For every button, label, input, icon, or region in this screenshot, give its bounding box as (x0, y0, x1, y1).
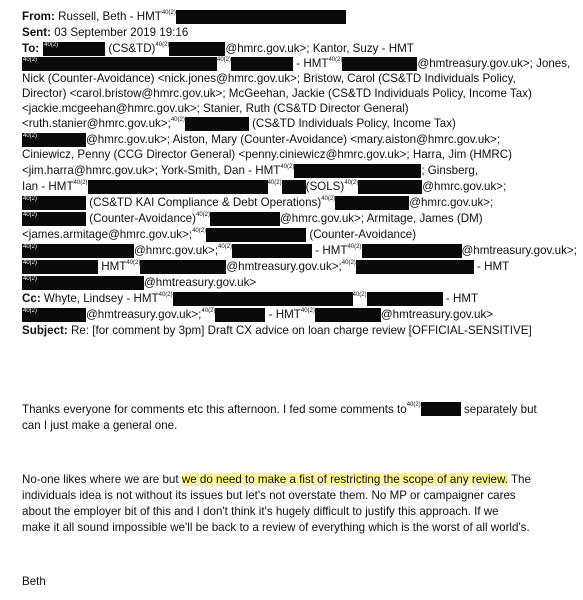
to-line-10: Ian - HMT40(2) 40(2) (SOLS)40(2) @hmrc.gov.uk>; (22, 180, 507, 193)
redaction-block (206, 228, 306, 242)
redaction-block: 40(2) (22, 276, 144, 290)
to-line-14: 40(2) @hmrc.gov.uk>;40(2) - HMT40(2) @hmtreasury.gov.uk>; (23, 244, 577, 257)
redaction-block (356, 260, 474, 274)
to-line-6: <ruth.stanier@hmrc.gov.uk>;40(2) (CS&TD Individuals Policy, Income Tax) (22, 117, 456, 130)
redaction-block (88, 180, 268, 194)
to-line-4: Director) <carol.bristow@hmrc.gov.uk>; McGeehan, Jackie (CS&TD Individuals Policy, Income Tax) (22, 87, 532, 100)
to-line-7: 40(2) @hmrc.gov.uk>; Aiston, Mary (Counter-Avoidance) <mary.aiston@hmrc.gov.uk>; (23, 133, 501, 146)
redaction-block: 40(2) (22, 57, 217, 71)
to-line-11: 40(2) (CS&TD KAI Compliance & Debt Operations)40(2) @hmrc.gov.uk>; (23, 196, 494, 209)
redaction-block (335, 196, 409, 210)
redaction-block (176, 10, 346, 24)
redaction-block (215, 308, 265, 322)
subject-line (22, 324, 532, 338)
sent-label: Sent: (22, 26, 51, 39)
to-line-2: 40(2) 40(2) - HMT40(2) @hmtreasury.gov.uk>; Jones, (23, 57, 571, 70)
subject-value: Re: [for comment by 3pm] Draft CX advice on loan charge review [OFFICIAL-SENSITIVE] (70, 324, 532, 337)
to-line-8: Ciniewicz, Penny (CCG Director General) <penny.ciniewicz@hmrc.gov.uk>; Harra, Jim (HMRC) (22, 148, 513, 161)
redaction-block (232, 244, 312, 258)
redaction-block (173, 292, 353, 306)
redaction-block: 40(2) (43, 42, 105, 56)
body-paragraph-2: No-one likes where we are but we do need to make a fist of restricting the scope of any review. The individuals idea is not without its issues but let's not overstate them. No MP or campaigner cares about the employer bit of this and I don't think it's hugely difficult to justify this approach. If we make it all sound impossible we'll be back to a review of everything which is the worst of all world's. (22, 473, 531, 534)
cc-line-1: Cc: Whyte, Lindsey - HMT40(2) 40(2) - HMT (22, 292, 479, 305)
body-paragraph-1: Thanks everyone for comments etc this afternoon. I fed some comments to40(2) separately but can I just make a general one. (22, 402, 537, 432)
redaction-block (169, 42, 225, 56)
redaction-block: 40(2) (22, 133, 86, 147)
exemption-tag: 40(2) (161, 10, 176, 16)
redaction-block (342, 57, 417, 71)
redaction-block: 40(2) (22, 260, 98, 274)
redaction-block (362, 244, 462, 258)
highlighted-text: we do need to make a fist of restricting the scope of any review. (181, 473, 508, 486)
redaction-block: 40(2) (22, 308, 86, 322)
to-line-13: <james.armitage@hmrc.gov.uk>;40(2) (Counter-Avoidance) (22, 228, 417, 241)
from-name: Russell, Beth - HMT (58, 10, 162, 23)
to-line-12: 40(2) (Counter-Avoidance)40(2) @hmrc.gov.uk>; Armitage, James (DM) (23, 212, 483, 225)
to-line-9: <jim.harra@hmrc.gov.uk>; York-Smith, Dan - HMT40(2) ; Ginsberg, (22, 164, 479, 177)
redaction-block (367, 292, 443, 306)
redaction-block (358, 180, 422, 194)
to-line-1: To: 40(2) (CS&TD)40(2) @hmrc.gov.uk>; Kantor, Suzy - HMT (22, 42, 414, 55)
to-line-15: 40(2) HMT40(2) @hmtreasury.gov.uk>;40(2) - HMT (23, 260, 510, 273)
to-line-3: Nick (Counter-Avoidance) <nick.jones@hmrc.gov.uk>; Bristow, Carol (CS&TD Individuals Policy, (22, 72, 516, 85)
redaction-block (185, 117, 249, 131)
to-label: To: (22, 42, 40, 55)
to-line-16: 40(2) @hmtreasury.gov.uk> (23, 276, 257, 289)
subject-label: Subject: (22, 324, 68, 337)
sent-line (22, 26, 188, 40)
from-label: From: (22, 10, 55, 23)
redaction-block (315, 308, 381, 322)
redaction-block (231, 57, 293, 71)
redaction-block (421, 402, 461, 416)
redaction-block: 40(2) (22, 212, 86, 226)
redaction-block: 40(2) (22, 196, 86, 210)
cc-label: Cc: (22, 292, 41, 305)
redaction-block (210, 212, 280, 226)
redaction-block (140, 260, 226, 274)
cc-line-2: 40(2) @hmtreasury.gov.uk>;40(2) - HMT40(2) @hmtreasury.gov.uk> (23, 308, 494, 321)
to-line-5: <jackie.mcgeehan@hmrc.gov.uk>; Stanier, Ruth (CS&TD Director General) (22, 102, 409, 115)
from-line (22, 10, 346, 24)
signature: Beth (22, 575, 46, 588)
redaction-block (282, 180, 306, 194)
redaction-block (294, 164, 421, 178)
sent-value: 03 September 2019 19:16 (54, 26, 189, 39)
redaction-block: 40(2) (22, 244, 134, 258)
